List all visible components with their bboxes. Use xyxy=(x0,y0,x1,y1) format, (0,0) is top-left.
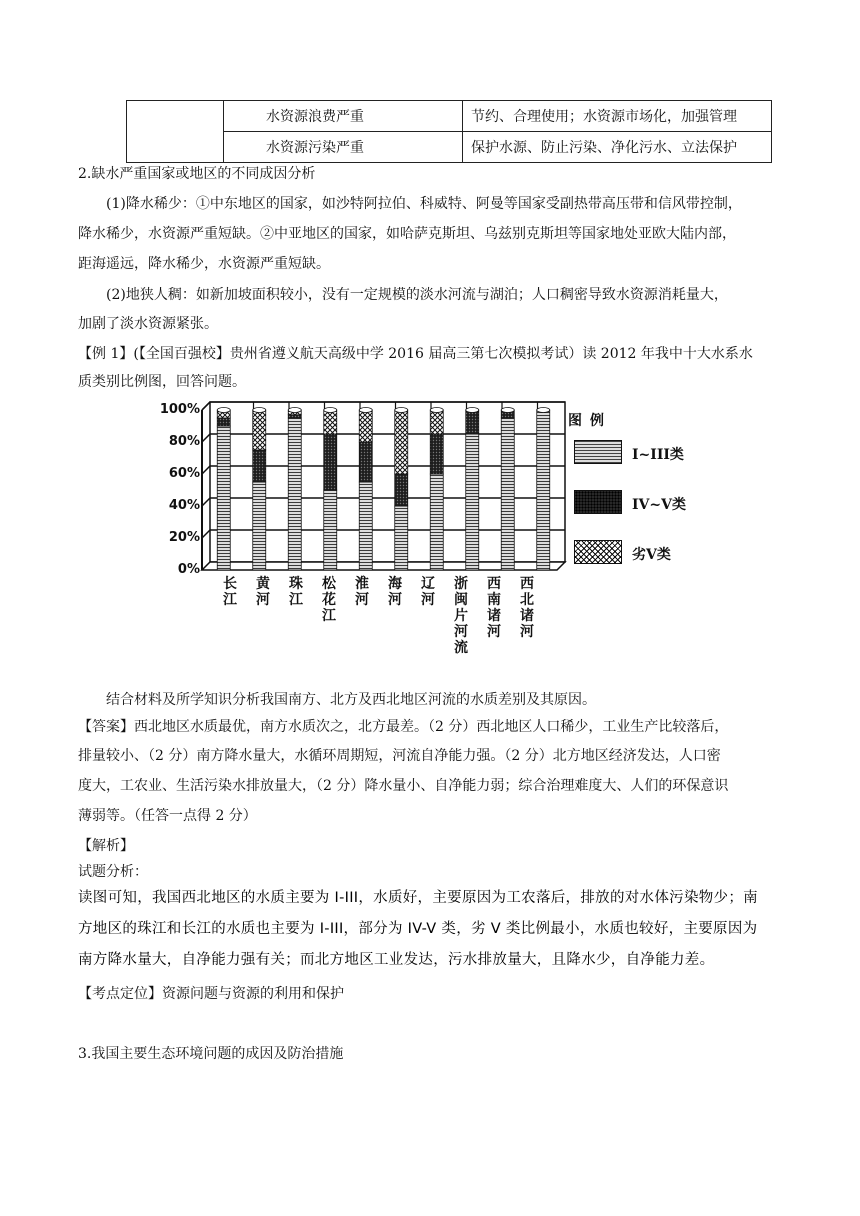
analysis-line: 方地区的珠江和长江的水质也主要为 I-III，部分为 IV-V 类，劣 V 类比例最小，水质也较好，主要原因为 xyxy=(78,921,758,937)
table-row xyxy=(127,132,772,163)
bar-cap xyxy=(253,408,266,413)
bar-cap xyxy=(430,408,443,413)
gridline-depth xyxy=(202,530,210,538)
y-tick-label: 80% xyxy=(168,434,200,449)
legend-swatch-worse-v xyxy=(574,540,622,564)
bar-segment xyxy=(395,506,408,570)
legend-swatch-i-iii xyxy=(574,440,622,464)
bar-cap xyxy=(395,408,408,413)
bar-segment xyxy=(359,410,372,442)
y-tick-label: 100% xyxy=(159,402,200,417)
legend-title: 图例 xyxy=(568,413,612,429)
analysis-line: 读图可知，我国西北地区的水质主要为 I-III，水质好，主要原因为工农落后，排放的对水体污染物少；南 xyxy=(78,890,758,906)
table-cell-measure: 保护水源、防止污染、净化污水、立法保护 xyxy=(463,132,772,163)
bar-segment xyxy=(430,474,443,570)
bar-segment xyxy=(253,410,266,450)
table-cell-problem: 水资源污染严重 xyxy=(224,132,463,163)
question-text: 结合材料及所学知识分析我国南方、北方及西北地区河流的水质差别及其原因。 xyxy=(106,692,596,708)
answer-line: 度大，工农业、生活污染水排放量大，（2 分）降水量小、自净能力弱；综合治理难度大、人们的环保意识 xyxy=(78,778,729,794)
analysis-label: 试题分析： xyxy=(78,864,148,880)
table-cell-measure: 节约、合理使用；水资源市场化，加强管理 xyxy=(463,101,772,132)
x-category-label: 淮河 xyxy=(355,576,369,608)
x-category-label: 珠江 xyxy=(289,576,303,608)
section-3-heading: 3.我国主要生态环境问题的成因及防治措施 xyxy=(78,1046,344,1062)
gridline-depth xyxy=(202,498,210,506)
answer-line: 【答案】西北地区水质最优，南方水质次之，北方最差。（2 分）西北地区人口稀少，工业生产比较落后， xyxy=(78,719,729,735)
bar-segment xyxy=(324,490,337,570)
bar-segment xyxy=(537,410,550,570)
paragraph-line: (1)降水稀少：①中东地区的国家，如沙特阿拉伯、科威特、阿曼等国家受副热带高压带和信风带控制， xyxy=(106,196,742,212)
bar-segment xyxy=(324,434,337,490)
paragraph-line: 距海遥远，降水稀少，水资源严重短缺。 xyxy=(78,256,330,272)
legend-label-iv-v: IV~V类 xyxy=(632,497,687,513)
y-tick-label: 40% xyxy=(168,498,200,513)
bar-segment xyxy=(288,415,301,418)
bar-segment xyxy=(217,418,230,426)
analysis-heading: 【解析】 xyxy=(78,838,134,854)
bar-segment xyxy=(324,410,337,434)
bar-segment xyxy=(359,442,372,482)
x-category-label: 浙闽片河流 xyxy=(454,576,468,656)
kaodian-line: 【考点定位】资源问题与资源的利用和保护 xyxy=(78,986,344,1002)
chart-svg xyxy=(150,400,710,675)
bar-segment xyxy=(466,410,479,434)
table-cell-empty xyxy=(127,101,224,163)
y-tick-label: 0% xyxy=(177,562,200,577)
gridline-depth xyxy=(202,402,210,410)
gridline-depth xyxy=(202,434,210,442)
legend-label-i-iii: I~III类 xyxy=(632,447,684,463)
water-quality-chart xyxy=(150,400,710,675)
bar-segment xyxy=(359,482,372,570)
table-row xyxy=(127,101,772,132)
answer-line: 薄弱等。（任答一点得 2 分） xyxy=(78,808,257,824)
bar-cap xyxy=(359,408,372,413)
bar-cap xyxy=(217,408,230,413)
section-2-heading: 2.缺水严重国家或地区的不同成因分析 xyxy=(78,166,316,182)
table-cell-problem: 水资源浪费严重 xyxy=(224,101,463,132)
bar-segment xyxy=(430,434,443,474)
gridline-depth xyxy=(202,466,210,474)
x-category-label: 黄河 xyxy=(256,576,270,608)
x-category-label: 松花江 xyxy=(322,576,336,624)
paragraph-line: (2)地狭人稠：如新加坡面积较小，没有一定规模的淡水河流与湖泊；人口稠密导致水资源消耗量大， xyxy=(106,287,728,303)
bar-cap xyxy=(324,408,337,413)
example-title: 【例 1】(【全国百强校】贵州省遵义航天高级中学 2016 届高三第七次模拟考试）读 2012 年我中十大水系水 xyxy=(78,346,753,362)
bar-segment xyxy=(395,410,408,474)
bar-segment xyxy=(466,434,479,570)
example-title-cont: 质类别比例图，回答问题。 xyxy=(78,374,246,390)
paragraph-line: 加剧了淡水资源紧张。 xyxy=(78,316,218,332)
bar-cap xyxy=(466,408,479,413)
legend-swatch-iv-v xyxy=(574,490,622,514)
x-category-label: 西南诸河 xyxy=(487,576,501,640)
answer-line: 排量较小、（2 分）南方降水量大，水循环周期短，河流自净能力强。（2 分）北方地区经济发达，人口密 xyxy=(78,748,721,764)
y-tick-label: 20% xyxy=(168,530,200,545)
bar-cap xyxy=(537,408,550,413)
bar-cap xyxy=(288,408,301,413)
paragraph-line: 降水稀少，水资源严重短缺。②中亚地区的国家，如哈萨克斯坦、乌兹别克斯坦等国家地处亚欧大陆内部， xyxy=(78,226,736,242)
legend-label-worse-v: 劣V类 xyxy=(632,547,671,563)
bar-segment xyxy=(501,418,514,570)
bar-segment xyxy=(253,450,266,482)
y-tick-label: 60% xyxy=(168,466,200,481)
bar-segment xyxy=(288,418,301,570)
x-category-label: 海河 xyxy=(388,576,402,608)
x-category-label: 西北诸河 xyxy=(520,576,534,640)
bar-segment xyxy=(217,426,230,570)
bar-segment xyxy=(253,482,266,570)
analysis-line: 南方降水量大，自净能力强有关；而北方地区工业发达，污水排放量大，且降水少，自净能力差。 xyxy=(78,952,715,968)
bar-cap xyxy=(501,408,514,413)
x-category-label: 长江 xyxy=(223,576,237,608)
water-measures-table xyxy=(126,100,772,163)
x-category-label: 辽河 xyxy=(421,576,435,608)
bar-segment xyxy=(395,474,408,506)
bar-segment xyxy=(430,410,443,434)
